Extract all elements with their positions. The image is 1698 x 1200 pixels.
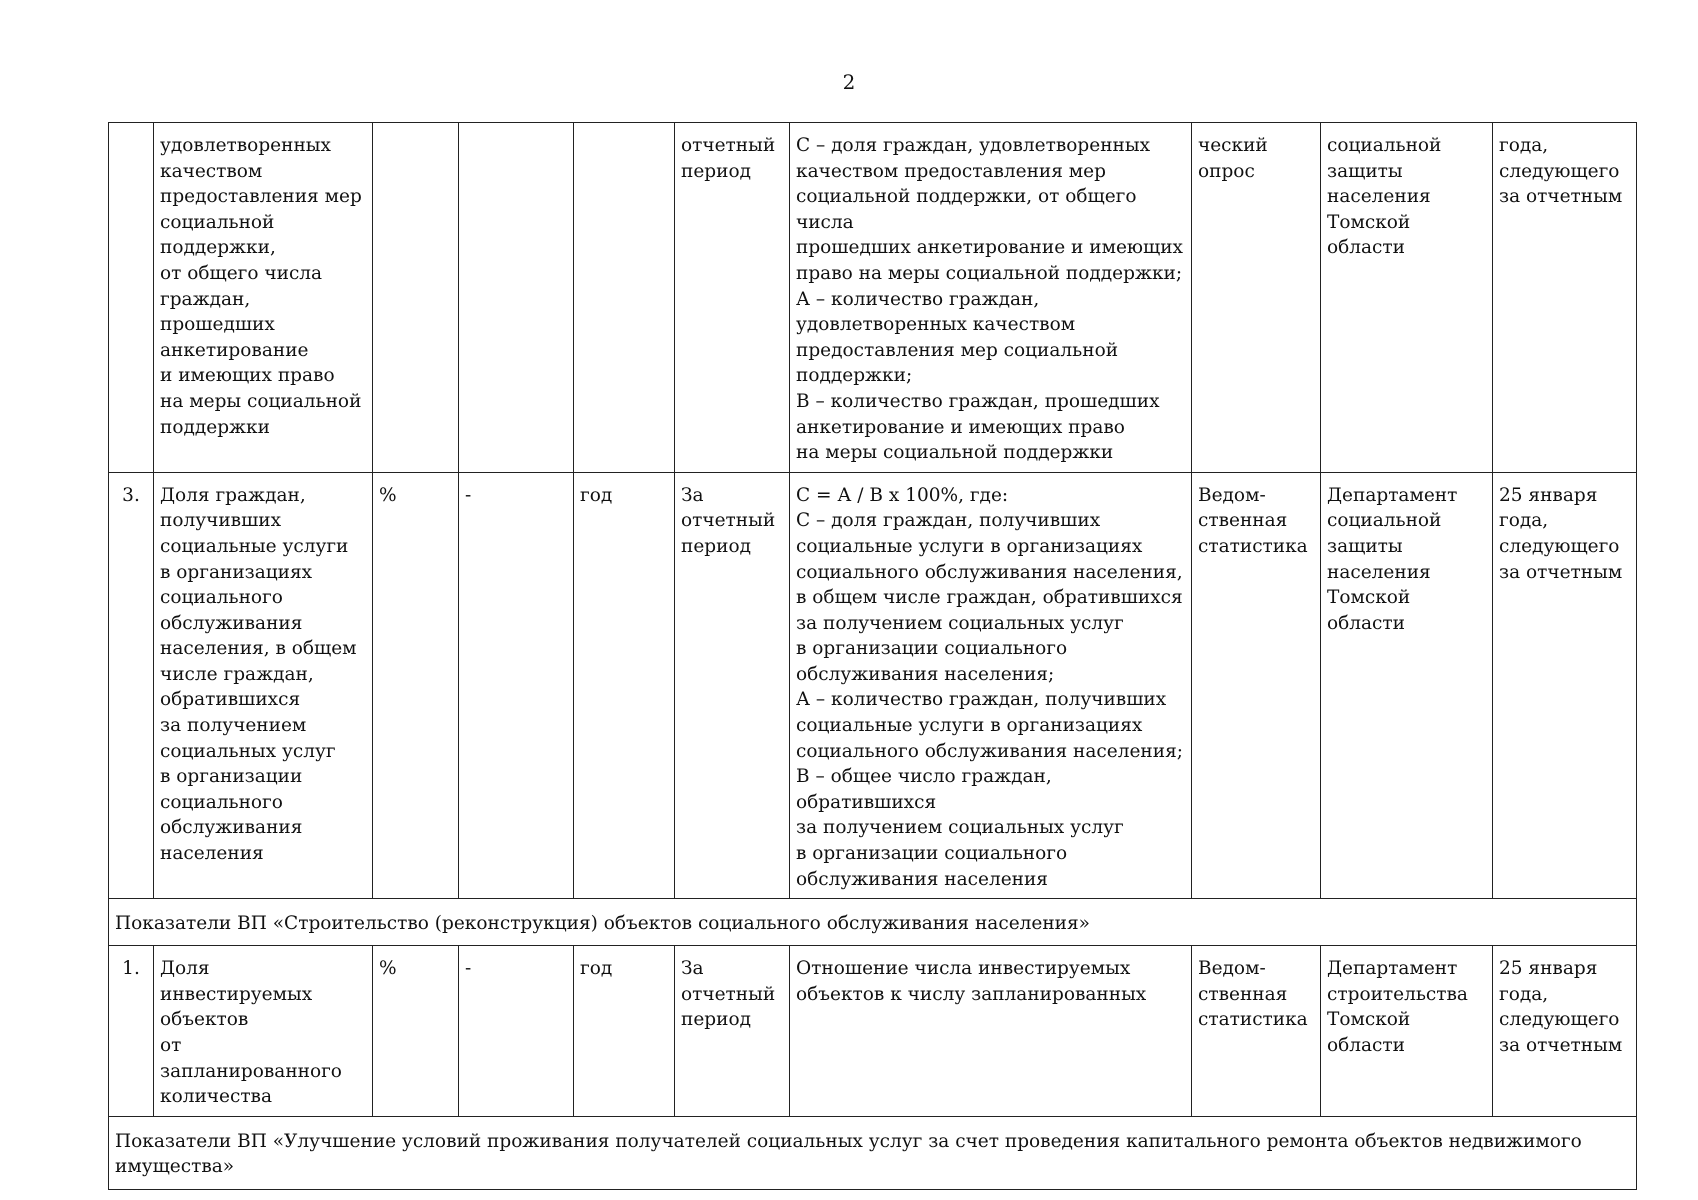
cell-base-value [459,123,574,473]
cell-calculation-method: Отношение числа инвестируемых объектов к числу запланированных [790,946,1192,1117]
cell-deadline: года, следующего за отчетным [1493,123,1637,473]
cell-responsible: Департамент строительства Томской области [1321,946,1493,1117]
table-row [109,946,1637,1117]
cell-time-characteristic: отчетный период [675,123,790,473]
cell-number [109,123,154,473]
cell-number: 3. [109,472,154,899]
table-row [109,472,1637,899]
cell-data-source: Ведом- ственная статистика [1192,946,1321,1117]
section-row [109,1116,1637,1189]
cell-unit: % [373,946,459,1117]
table-row [109,123,1637,473]
section-row [109,899,1637,946]
cell-deadline: 25 января года, следующего за отчетным [1493,946,1637,1117]
cell-responsible: Департамент социальной защиты населения Томской области [1321,472,1493,899]
cell-periodicity [574,123,675,473]
cell-base-value: - [459,946,574,1117]
cell-responsible: социальной защиты населения Томской области [1321,123,1493,473]
cell-time-characteristic: За отчетный период [675,472,790,899]
cell-indicator-name: удовлетворенных качеством предоставления мер социальной поддержки, от общего числа граждан, прошедших анкетирование и имеющих право на меры социальной поддержки [154,123,373,473]
cell-calculation-method: С – доля граждан, удовлетворенных качеством предоставления мер социальной поддержки, от общего числа прошедших анкетирование и имеющих право на меры социальной поддержки; А – количество граждан, удовлетворенных качеством предоставления мер социальной поддержки; В – количество граждан, прошедших анкетирование и имеющих право на меры социальной поддержки [790,123,1192,473]
cell-data-source: Ведом- ственная статистика [1192,472,1321,899]
section-heading: Показатели ВП «Строительство (реконструкция) объектов социального обслуживания населения» [109,899,1637,946]
page-number: 2 [842,70,856,94]
section-heading: Показатели ВП «Улучшение условий проживания получателей социальных услуг за счет проведения капитального ремонта объектов недвижимого имущества» [109,1116,1637,1189]
cell-unit: % [373,472,459,899]
indicators-table [108,122,1637,1190]
cell-time-characteristic: За отчетный период [675,946,790,1117]
cell-base-value: - [459,472,574,899]
cell-calculation-method: С = А / В х 100%, где: С – доля граждан, получивших социальные услуги в организациях социального обслуживания населения, в общем числе граждан, обратившихся за получением социальных услуг в организации социального обслуживания населения; А – количество граждан, получивших социальные услуги в организациях социального обслуживания населения; В – общее число граждан, обратившихся за получением социальных услуг в организации социального обслуживания населения [790,472,1192,899]
cell-indicator-name: Доля граждан, получивших социальные услуги в организациях социального обслуживания населения, в общем числе граждан, обратившихся за получением социальных услуг в организации социального обслуживания населения [154,472,373,899]
cell-unit [373,123,459,473]
cell-periodicity: год [574,946,675,1117]
cell-number: 1. [109,946,154,1117]
cell-periodicity: год [574,472,675,899]
cell-deadline: 25 января года, следующего за отчетным [1493,472,1637,899]
cell-indicator-name: Доля инвестируемых объектов от запланированного количества [154,946,373,1117]
cell-data-source: ческий опрос [1192,123,1321,473]
